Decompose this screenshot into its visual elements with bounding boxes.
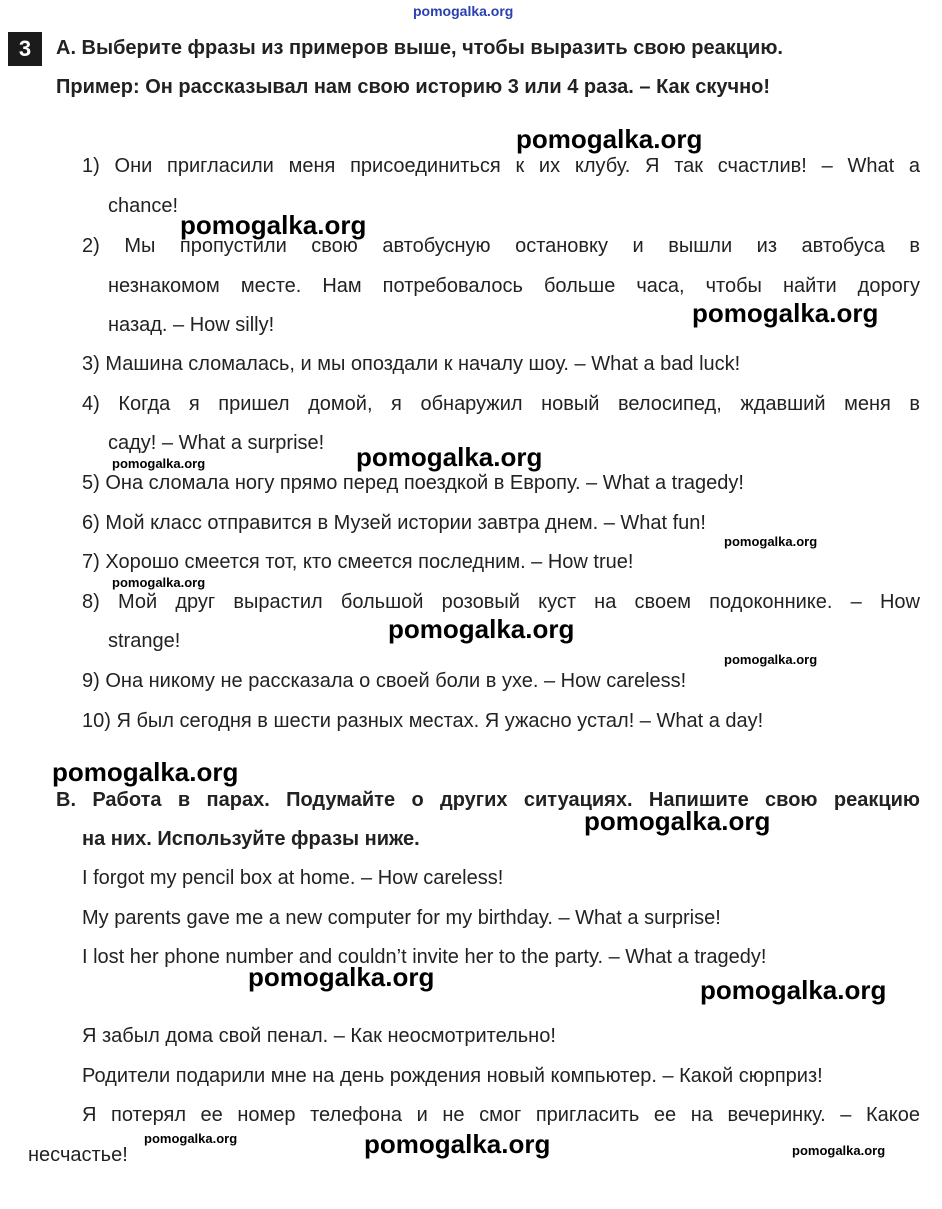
watermark: pomogalka.org — [364, 1129, 551, 1159]
task-number-badge: 3 — [8, 32, 42, 66]
watermark: pomogalka.org — [584, 806, 771, 836]
item-3: 3) Машина сломалась, и мы опоздали к началу шоу. – What a bad luck! — [82, 353, 741, 375]
watermark: pomogalka.org — [516, 124, 703, 154]
watermark: pomogalka.org — [248, 962, 435, 992]
item-9: 9) Она никому не рассказала о своей боли в ухе. – How careless! — [82, 670, 687, 692]
watermark: pomogalka.org — [180, 210, 367, 240]
item-5: 5) Она сломала ногу прямо перед поездкой в Европу. – What a tragedy! — [82, 472, 744, 494]
item-2-line-1: 2) Мы пропустили свою автобусную остановку и вышли из автобуса в — [82, 235, 920, 257]
russian-sentence-3-line-1: Я потерял ее номер телефона и не смог пригласить ее на вечеринку. – Какое — [82, 1104, 920, 1126]
item-4-line-2: саду! – What a surprise! — [108, 432, 325, 454]
section-b-title-line-1: B. Работа в парах. Подумайте о других ситуациях. Напишите свою реакцию — [56, 789, 920, 811]
watermark: pomogalka.org — [700, 975, 887, 1005]
item-1-line-1: 1) Они пригласили меня присоединиться к их клубу. Я так счастлив! – What a — [82, 155, 920, 177]
header-watermark: pomogalka.org — [413, 3, 514, 19]
russian-sentence-3-line-2: несчастье! — [28, 1144, 128, 1166]
watermark: pomogalka.org — [112, 575, 206, 590]
watermark: pomogalka.org — [112, 456, 206, 471]
watermark: pomogalka.org — [356, 442, 543, 472]
russian-sentence-2: Родители подарили мне на день рождения новый компьютер. – Какой сюрприз! — [82, 1065, 823, 1087]
watermark: pomogalka.org — [724, 652, 818, 667]
item-7: 7) Хорошо смеется тот, кто смеется последним. – How true! — [82, 551, 634, 573]
item-2-line-3: назад. – How silly! — [108, 314, 275, 336]
english-sentence-3: I lost her phone number and couldn’t invite her to the party. – What a tragedy! — [82, 946, 767, 968]
watermark: pomogalka.org — [724, 534, 818, 549]
section-a-title: A. Выберите фразы из примеров выше, чтобы выразить свою реакцию. — [56, 37, 783, 59]
english-sentence-2: My parents gave me a new computer for my birthday. – What a surprise! — [82, 907, 721, 929]
watermark: pomogalka.org — [692, 298, 879, 328]
item-8-line-2: strange! — [108, 630, 181, 652]
item-10: 10) Я был сегодня в шести разных местах. Я ужасно устал! – What a day! — [82, 710, 764, 732]
watermark: pomogalka.org — [792, 1143, 886, 1158]
section-a-example: Пример: Он рассказывал нам свою историю 3 или 4 раза. – Как скучно! — [56, 76, 771, 98]
item-1-line-2: chance! — [108, 195, 179, 217]
item-4-line-1: 4) Когда я пришел домой, я обнаружил новый велосипед, ждавший меня в — [82, 393, 920, 415]
russian-sentence-1: Я забыл дома свой пенал. – Как неосмотрительно! — [82, 1025, 556, 1047]
english-sentence-1: I forgot my pencil box at home. – How careless! — [82, 867, 504, 889]
section-b-title-line-2: на них. Используйте фразы ниже. — [82, 828, 420, 850]
watermark: pomogalka.org — [52, 757, 239, 787]
watermark: pomogalka.org — [144, 1131, 238, 1146]
item-8-line-1: 8) Мой друг вырастил большой розовый куст на своем подоконнике. – How — [82, 591, 920, 613]
item-2-line-2: незнакомом месте. Нам потребовалось больше часа, чтобы найти дорогу — [108, 275, 920, 297]
item-6: 6) Мой класс отправится в Музей истории завтра днем. – What fun! — [82, 512, 706, 534]
watermark: pomogalka.org — [388, 614, 575, 644]
